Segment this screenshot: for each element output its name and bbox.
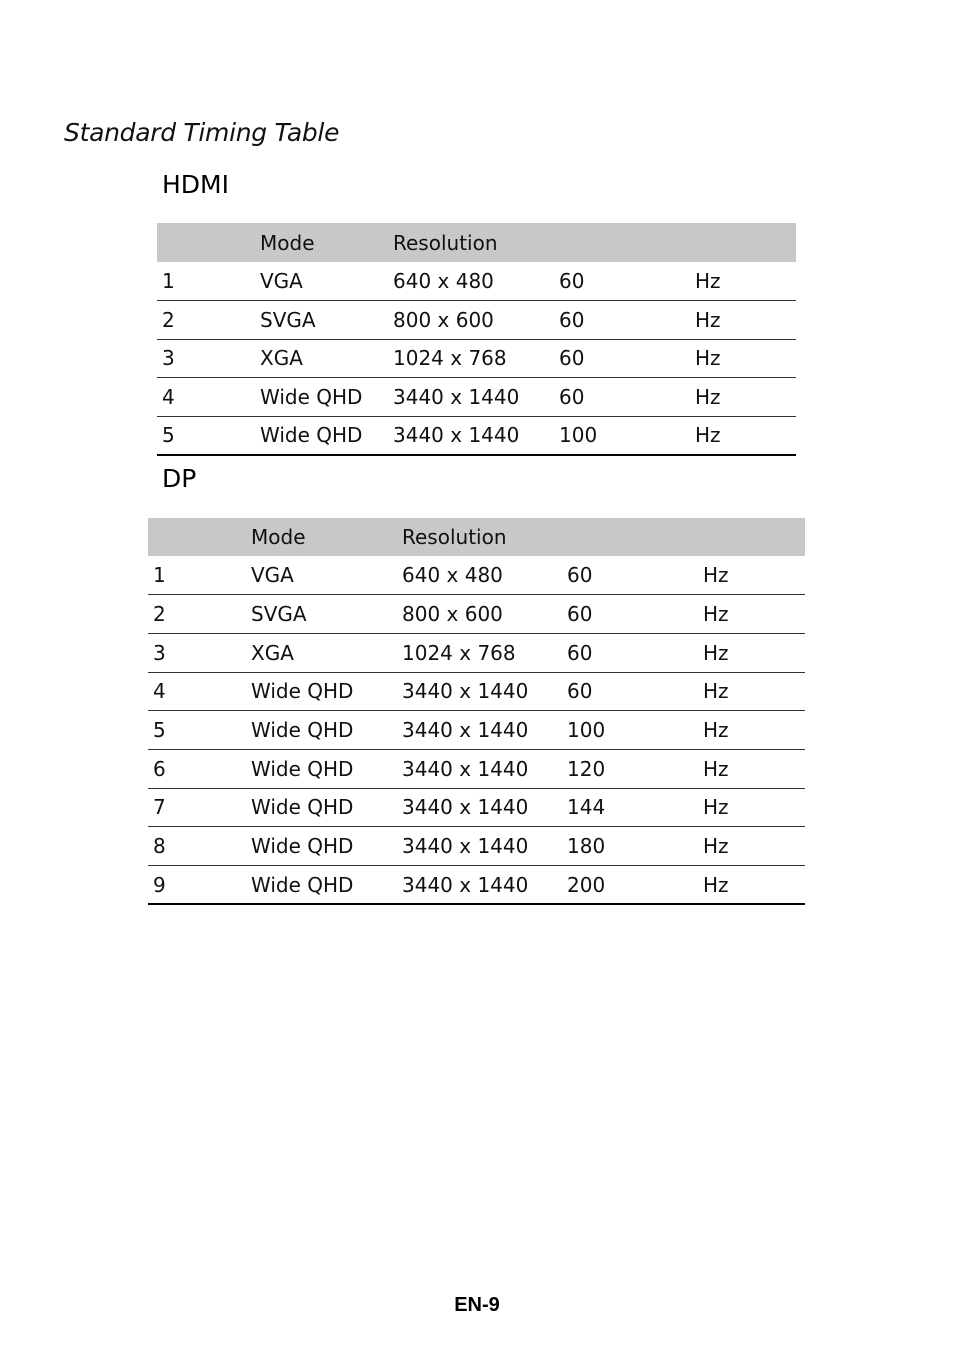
column-header-index — [157, 223, 255, 262]
cell-refresh-rate: 60 — [567, 602, 593, 627]
column-header-mode: Mode — [251, 525, 306, 549]
cell-resolution: 3440 x 1440 — [402, 872, 529, 897]
column-header-refresh-rate — [554, 223, 690, 262]
cell-mode: VGA — [251, 563, 294, 588]
cell-mode: Wide QHD — [260, 423, 363, 448]
table-row — [157, 262, 796, 301]
table-header-row — [157, 223, 796, 262]
cell-mode: Wide QHD — [251, 756, 354, 781]
cell-refresh-rate: 144 — [567, 795, 606, 820]
cell-resolution: 3440 x 1440 — [402, 756, 529, 781]
cell-resolution: 1024 x 768 — [402, 640, 516, 665]
cell-index: 5 — [162, 423, 175, 448]
cell-index: 9 — [153, 872, 166, 897]
cell-resolution: 3440 x 1440 — [393, 423, 520, 448]
table-row — [157, 416, 796, 455]
cell-index: 3 — [153, 640, 166, 665]
table-row — [148, 827, 805, 866]
table-header-row — [148, 518, 805, 556]
cell-unit: Hz — [703, 756, 729, 781]
cell-unit: Hz — [695, 423, 721, 448]
column-header-resolution: Resolution — [393, 230, 498, 255]
table-row — [157, 378, 796, 417]
cell-index: 4 — [153, 679, 166, 704]
cell-mode: Wide QHD — [251, 834, 354, 859]
cell-mode: Wide QHD — [260, 385, 363, 410]
cell-resolution: 3440 x 1440 — [402, 679, 529, 704]
column-header-unit — [690, 223, 796, 262]
cell-mode: Wide QHD — [251, 718, 354, 743]
hdmi-timing-table — [157, 223, 796, 456]
dp-timing-table — [148, 518, 805, 905]
cell-unit: Hz — [703, 563, 729, 588]
cell-mode: XGA — [260, 346, 303, 371]
cell-refresh-rate: 60 — [567, 679, 593, 704]
cell-refresh-rate: 60 — [559, 346, 585, 371]
cell-resolution: 3440 x 1440 — [402, 795, 529, 820]
cell-unit: Hz — [703, 679, 729, 704]
table-row — [148, 866, 805, 905]
cell-index: 8 — [153, 834, 166, 859]
cell-index: 4 — [162, 385, 175, 410]
table-row — [148, 672, 805, 711]
cell-refresh-rate: 60 — [559, 269, 585, 294]
cell-unit: Hz — [703, 795, 729, 820]
cell-resolution: 1024 x 768 — [393, 346, 507, 371]
cell-unit: Hz — [703, 872, 729, 897]
column-header-mode: Mode — [260, 230, 315, 255]
table-row — [148, 788, 805, 827]
cell-index: 1 — [162, 269, 175, 294]
column-header-unit — [698, 518, 805, 556]
cell-resolution: 640 x 480 — [402, 563, 503, 588]
cell-unit: Hz — [703, 718, 729, 743]
table-row — [157, 339, 796, 378]
table-row — [148, 633, 805, 672]
cell-refresh-rate: 60 — [559, 385, 585, 410]
cell-refresh-rate: 60 — [567, 640, 593, 665]
cell-resolution: 640 x 480 — [393, 269, 494, 294]
table-row — [148, 556, 805, 595]
cell-refresh-rate: 180 — [567, 834, 606, 859]
cell-index: 5 — [153, 718, 166, 743]
cell-resolution: 3440 x 1440 — [402, 718, 529, 743]
cell-unit: Hz — [695, 385, 721, 410]
cell-refresh-rate: 120 — [567, 756, 606, 781]
table-row — [148, 711, 805, 750]
cell-index: 7 — [153, 795, 166, 820]
column-header-index — [148, 518, 246, 556]
page-title: Standard Timing Table — [64, 118, 340, 147]
cell-unit: Hz — [703, 640, 729, 665]
cell-index: 1 — [153, 563, 166, 588]
cell-mode: Wide QHD — [251, 872, 354, 897]
page-number: EN-9 — [454, 1294, 500, 1316]
cell-mode: Wide QHD — [251, 795, 354, 820]
cell-mode: VGA — [260, 269, 303, 294]
column-header-resolution: Resolution — [402, 525, 507, 549]
cell-index: 3 — [162, 346, 175, 371]
cell-index: 6 — [153, 756, 166, 781]
cell-refresh-rate: 100 — [567, 718, 606, 743]
cell-refresh-rate: 60 — [567, 563, 593, 588]
cell-mode: XGA — [251, 640, 294, 665]
table-row — [148, 595, 805, 634]
cell-resolution: 3440 x 1440 — [402, 834, 529, 859]
cell-unit: Hz — [695, 269, 721, 294]
cell-mode: SVGA — [260, 307, 316, 332]
dp-heading: DP — [162, 464, 197, 493]
cell-resolution: 3440 x 1440 — [393, 385, 520, 410]
cell-index: 2 — [153, 602, 166, 627]
cell-resolution: 800 x 600 — [393, 307, 494, 332]
table-row — [157, 301, 796, 340]
cell-unit: Hz — [703, 834, 729, 859]
column-header-refresh-rate — [562, 518, 698, 556]
cell-mode: SVGA — [251, 602, 307, 627]
hdmi-heading: HDMI — [162, 170, 229, 199]
cell-index: 2 — [162, 307, 175, 332]
cell-unit: Hz — [703, 602, 729, 627]
cell-refresh-rate: 100 — [559, 423, 598, 448]
table-row — [148, 749, 805, 788]
cell-refresh-rate: 60 — [559, 307, 585, 332]
cell-refresh-rate: 200 — [567, 872, 606, 897]
cell-mode: Wide QHD — [251, 679, 354, 704]
cell-resolution: 800 x 600 — [402, 602, 503, 627]
cell-unit: Hz — [695, 346, 721, 371]
cell-unit: Hz — [695, 307, 721, 332]
